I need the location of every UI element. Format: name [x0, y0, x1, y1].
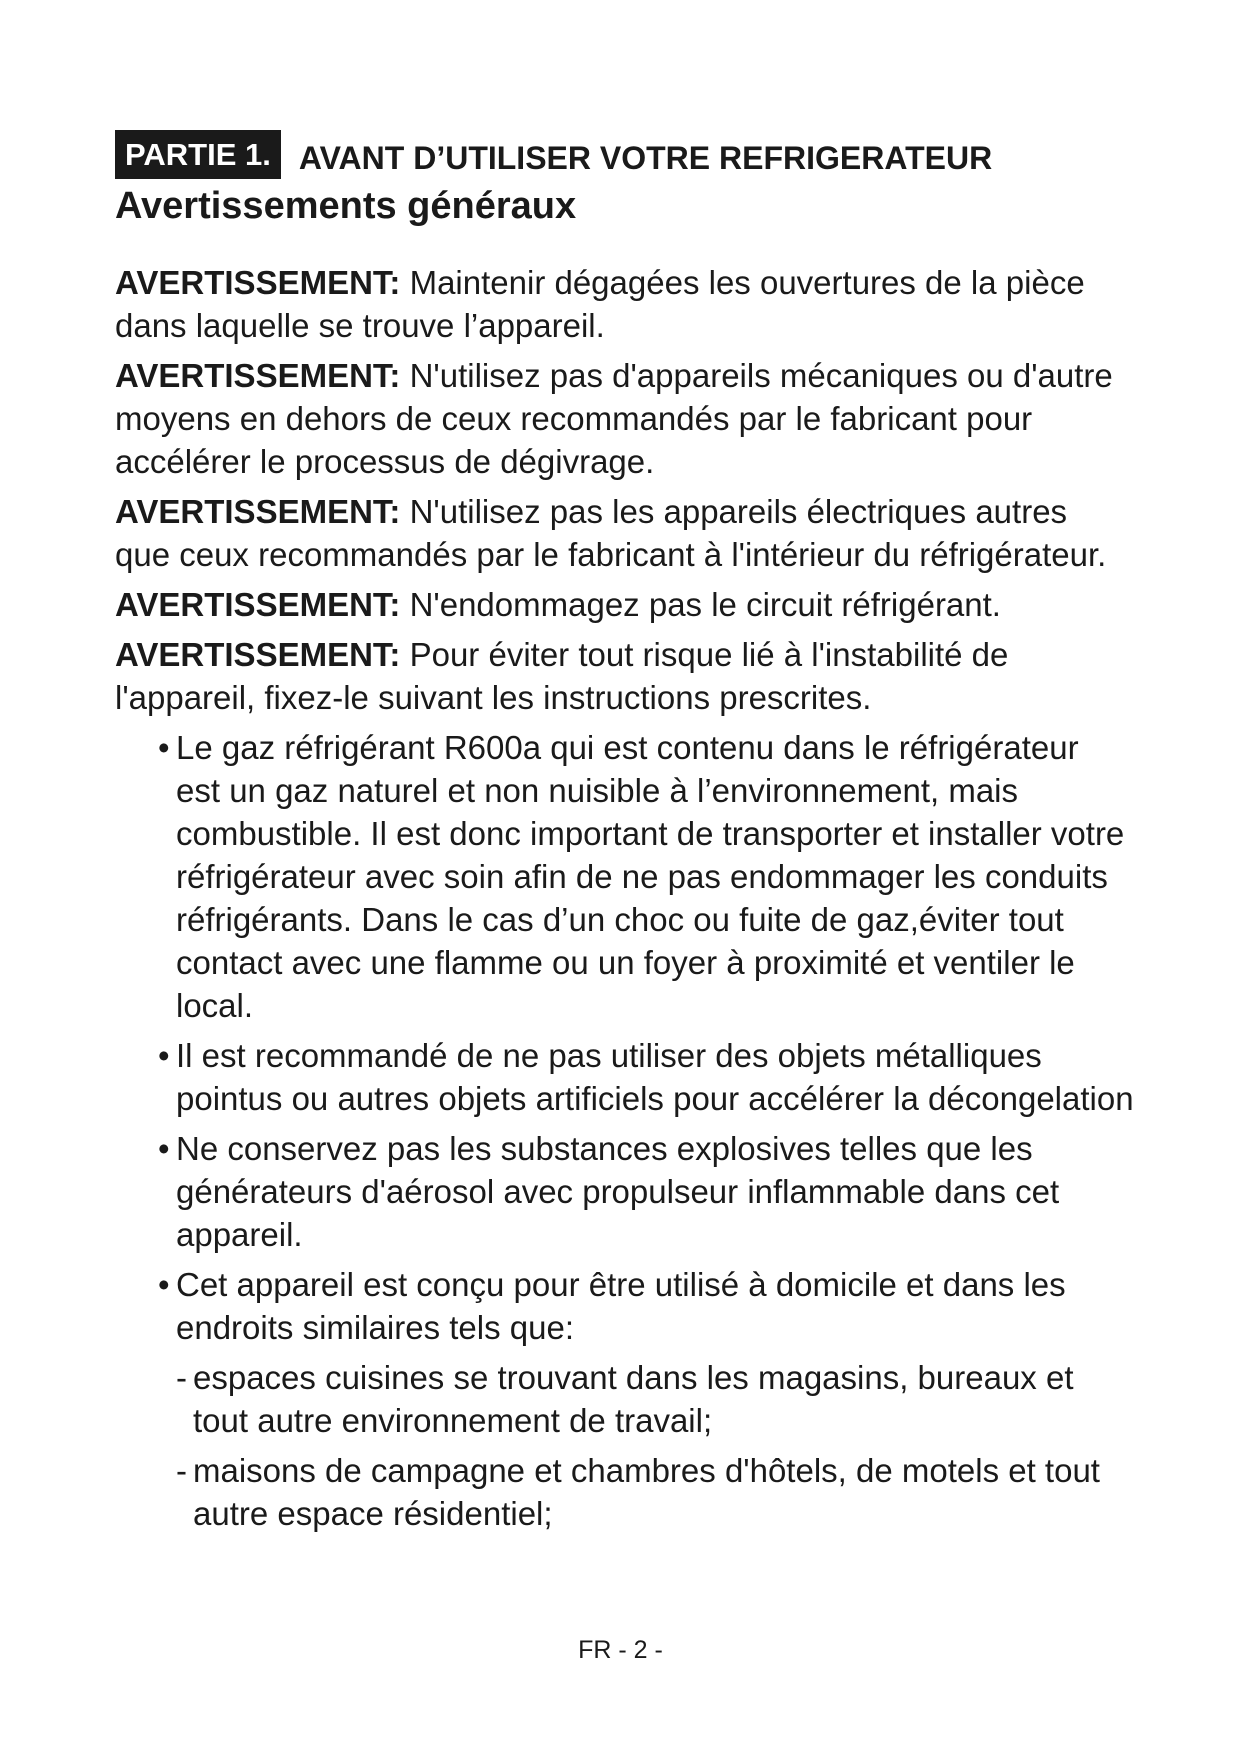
part-badge: PARTIE 1.	[115, 130, 281, 179]
list-item-line: endroits similaires tels que:	[176, 1309, 574, 1346]
dash-item-line: maisons de campagne et chambres d'hôtels, de motels et tout	[193, 1452, 1100, 1489]
part-header	[115, 130, 992, 179]
warning-paragraph	[115, 354, 1241, 483]
document-body	[115, 261, 1241, 1542]
list-item-line: réfrigérateur avec soin afin de ne pas endommager les conduits	[176, 858, 1108, 895]
list-item-line: pointus ou autres objets artificiels pour accélérer la décongelation	[176, 1080, 1134, 1117]
warning-text-line: moyens en dehors de ceux recommandés par le fabricant pour	[115, 400, 1033, 437]
warning-paragraph	[115, 490, 1241, 576]
list-item-line: combustible. Il est donc important de transporter et installer votre	[176, 815, 1125, 852]
list-item-line: Cet appareil est conçu pour être utilisé à domicile et dans les	[176, 1266, 1066, 1303]
warning-text-line: l'appareil, fixez-le suivant les instructions prescrites.	[115, 679, 872, 716]
dash-item-line: autre espace résidentiel;	[193, 1495, 553, 1532]
list-item	[115, 726, 1241, 1027]
list-item-line: Le gaz réfrigérant R600a qui est contenu dans le réfrigérateur	[176, 729, 1079, 766]
warning-text: Maintenir dégagées les ouvertures de la pièce	[400, 264, 1085, 301]
dash-list-item	[115, 1449, 1241, 1535]
list-item-line: est un gaz naturel et non nuisible à l’environnement, mais	[176, 772, 1018, 809]
warning-text: Pour éviter tout risque lié à l'instabilité de	[400, 636, 1009, 673]
warning-paragraph	[115, 261, 1241, 347]
warning-text: N'utilisez pas les appareils électriques autres	[400, 493, 1068, 530]
bullet-marker: •	[158, 1130, 170, 1167]
warning-text-line: dans laquelle se trouve l’appareil.	[115, 307, 605, 344]
list-item	[115, 1127, 1241, 1256]
list-item-line: appareil.	[176, 1216, 303, 1253]
dash-item-line: tout autre environnement de travail;	[193, 1402, 713, 1439]
dash-marker: -	[176, 1452, 187, 1489]
bullet-marker: •	[158, 1037, 170, 1074]
part-title: AVANT D’UTILISER VOTRE REFRIGERATEUR	[298, 140, 993, 176]
dash-list-item	[115, 1356, 1241, 1442]
list-item-line: local.	[176, 987, 254, 1024]
warning-label: AVERTISSEMENT:	[115, 636, 401, 673]
list-item	[115, 1263, 1241, 1349]
list-item-line: générateurs d'aérosol avec propulseur inflammable dans cet	[176, 1173, 1060, 1210]
section-title: Avertissements généraux	[115, 185, 577, 227]
dash-marker: -	[176, 1359, 187, 1396]
bullet-list	[115, 726, 1241, 1349]
warning-text-line: accélérer le processus de dégivrage.	[115, 443, 655, 480]
list-item-line: réfrigérants. Dans le cas d’un choc ou fuite de gaz,éviter tout	[176, 901, 1064, 938]
warning-text-line: que ceux recommandés par le fabricant à l'intérieur du réfrigérateur.	[115, 536, 1107, 573]
page-number: FR - 2 -	[578, 1636, 663, 1664]
warning-text: N'endommagez pas le circuit réfrigérant.	[400, 586, 1001, 623]
warning-label: AVERTISSEMENT:	[115, 264, 401, 301]
warning-label: AVERTISSEMENT:	[115, 357, 401, 394]
warning-label: AVERTISSEMENT:	[115, 493, 401, 530]
list-item-line: Ne conservez pas les substances explosives telles que les	[176, 1130, 1033, 1167]
warning-text: N'utilisez pas d'appareils mécaniques ou d'autre	[400, 357, 1113, 394]
warning-label: AVERTISSEMENT:	[115, 586, 401, 623]
bullet-marker: •	[158, 1266, 170, 1303]
list-item	[115, 1034, 1241, 1120]
list-item-line: contact avec une flamme ou un foyer à proximité et ventiler le	[176, 944, 1075, 981]
warning-paragraph	[115, 633, 1241, 719]
warning-paragraph	[115, 583, 1241, 626]
list-item-line: Il est recommandé de ne pas utiliser des objets métalliques	[176, 1037, 1042, 1074]
dash-item-line: espaces cuisines se trouvant dans les magasins, bureaux et	[193, 1359, 1074, 1396]
bullet-marker: •	[158, 729, 170, 766]
